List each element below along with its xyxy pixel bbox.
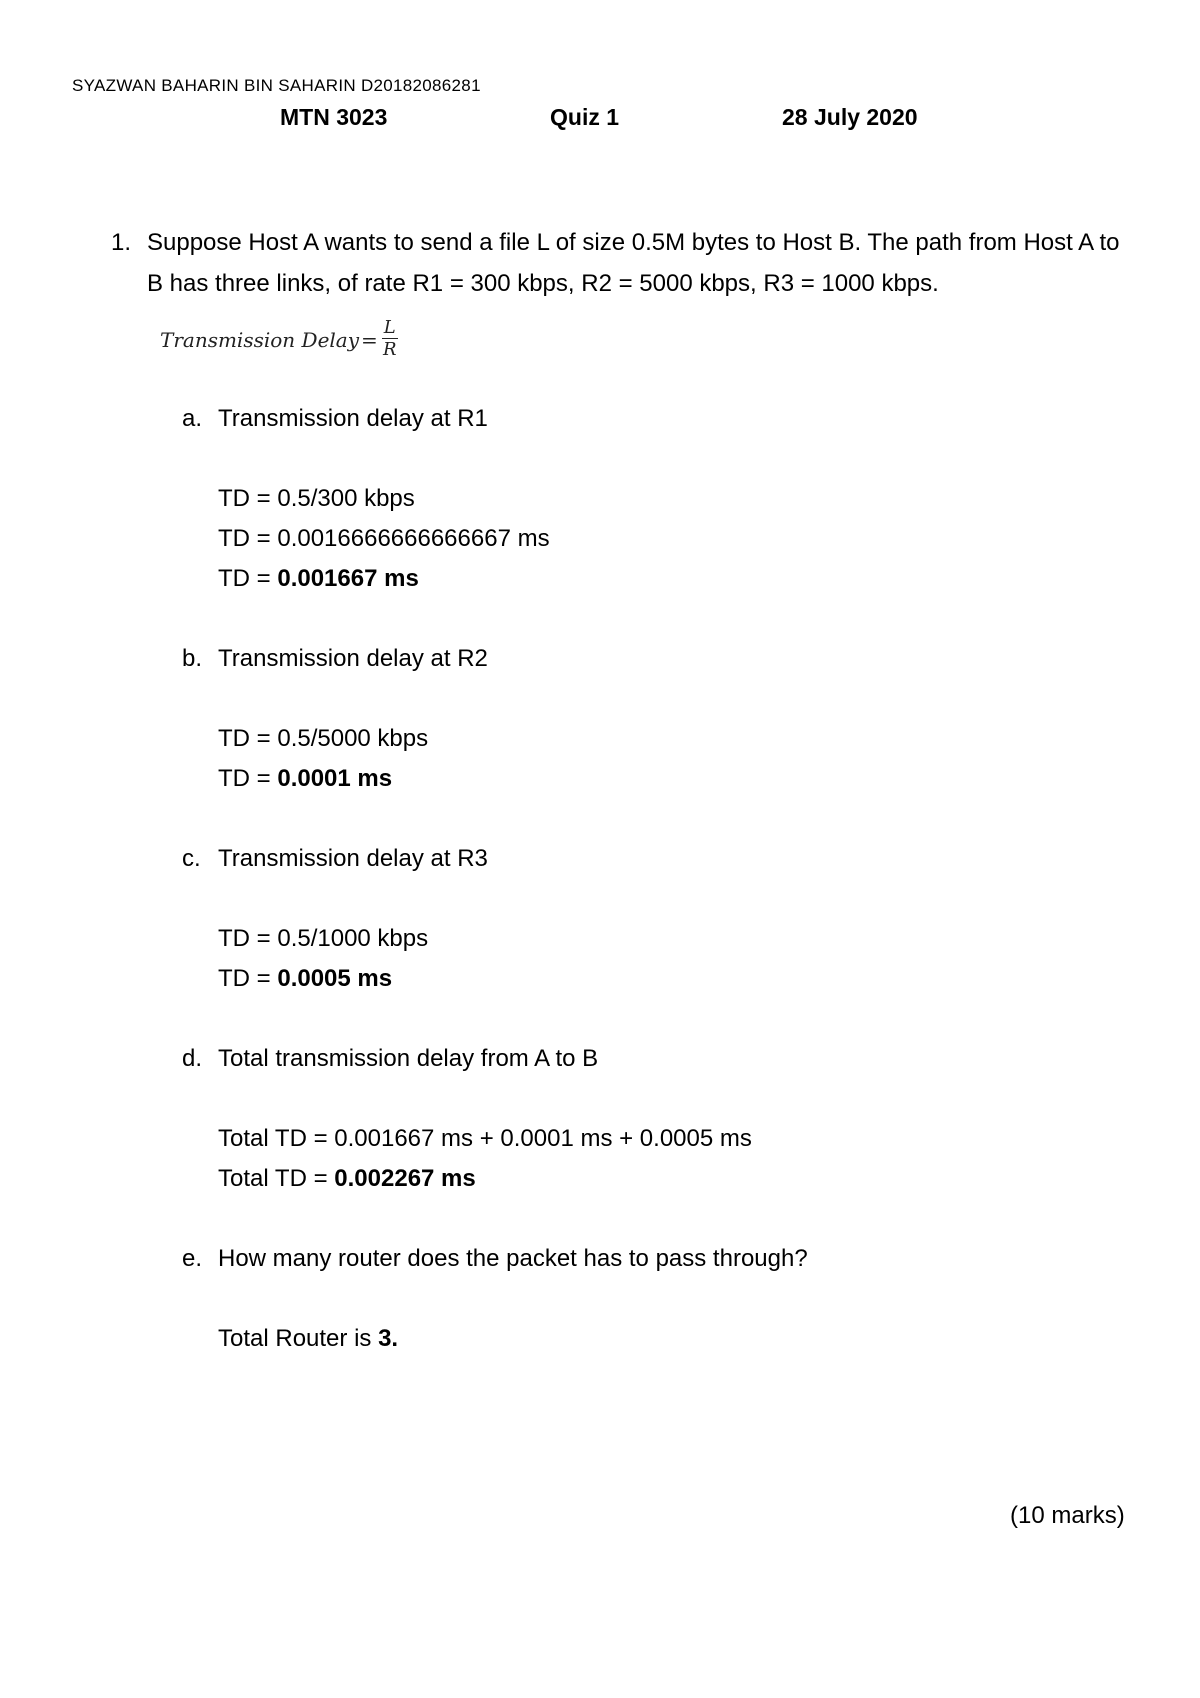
part-c-line-2-prefix: TD = — [218, 965, 278, 992]
part-c-line-2 — [218, 965, 392, 993]
part-e-label: e. — [182, 1245, 203, 1272]
question-text: Suppose Host A wants to send a file L of size 0.5M bytes to Host B. The path from Host A to B has three links, of rate R1 = 300 kbps, R2 = 5000 kbps, R3 = 1000 kbps. — [147, 229, 1120, 297]
part-a-result: 0.001667 ms — [277, 565, 419, 592]
quiz-title: Quiz 1 — [550, 104, 620, 130]
part-c-result: 0.0005 ms — [277, 965, 393, 992]
part-e-answer — [218, 1325, 398, 1353]
part-e-title: How many router does the packet has to pass through? — [218, 1245, 808, 1272]
part-a-line-2: TD = 0.0016666666666667 ms — [218, 525, 550, 552]
part-c-label: c. — [182, 845, 201, 872]
part-b-line-1: TD = 0.5/5000 kbps — [218, 725, 429, 752]
course-code: MTN 3023 — [280, 104, 388, 130]
part-c-title: Transmission delay at R3 — [218, 845, 488, 872]
question-1 — [111, 222, 1121, 304]
part-e-result: 3. — [378, 1325, 399, 1352]
part-d-line-2 — [218, 1165, 476, 1193]
formula-fraction — [382, 318, 398, 361]
part-a-title: Transmission delay at R1 — [218, 405, 488, 432]
transmission-delay-formula — [160, 318, 398, 361]
part-d-label: d. — [182, 1045, 203, 1072]
part-a-label: a. — [182, 405, 203, 432]
formula-numerator: L — [383, 317, 396, 338]
part-b-line-2-prefix: TD = — [218, 765, 278, 792]
part-b-result: 0.0001 ms — [277, 765, 393, 792]
part-b-label: b. — [182, 645, 203, 672]
part-a-line-3 — [218, 565, 419, 593]
formula-denominator: R — [382, 339, 397, 360]
part-d-result: 0.002267 ms — [334, 1165, 476, 1192]
formula-equals: = — [361, 327, 378, 352]
formula-lhs: Transmission Delay — [160, 327, 360, 352]
question-number: 1. — [111, 229, 132, 256]
quiz-date: 28 July 2020 — [782, 104, 918, 130]
part-e-answer-prefix: Total Router is — [218, 1325, 379, 1352]
part-b-title: Transmission delay at R2 — [218, 645, 488, 672]
part-b-line-2 — [218, 765, 392, 793]
part-a-line-3-prefix: TD = — [218, 565, 278, 592]
part-a-line-1: TD = 0.5/300 kbps — [218, 485, 415, 512]
part-d-line-1: Total TD = 0.001667 ms + 0.0001 ms + 0.0005 ms — [218, 1125, 752, 1152]
part-d-line-2-prefix: Total TD = — [218, 1165, 335, 1192]
part-d-title: Total transmission delay from A to B — [218, 1045, 599, 1072]
student-name-id: SYAZWAN BAHARIN BIN SAHARIN D20182086281 — [72, 76, 481, 95]
part-c-line-1: TD = 0.5/1000 kbps — [218, 925, 429, 952]
total-marks: (10 marks) — [1010, 1502, 1125, 1529]
